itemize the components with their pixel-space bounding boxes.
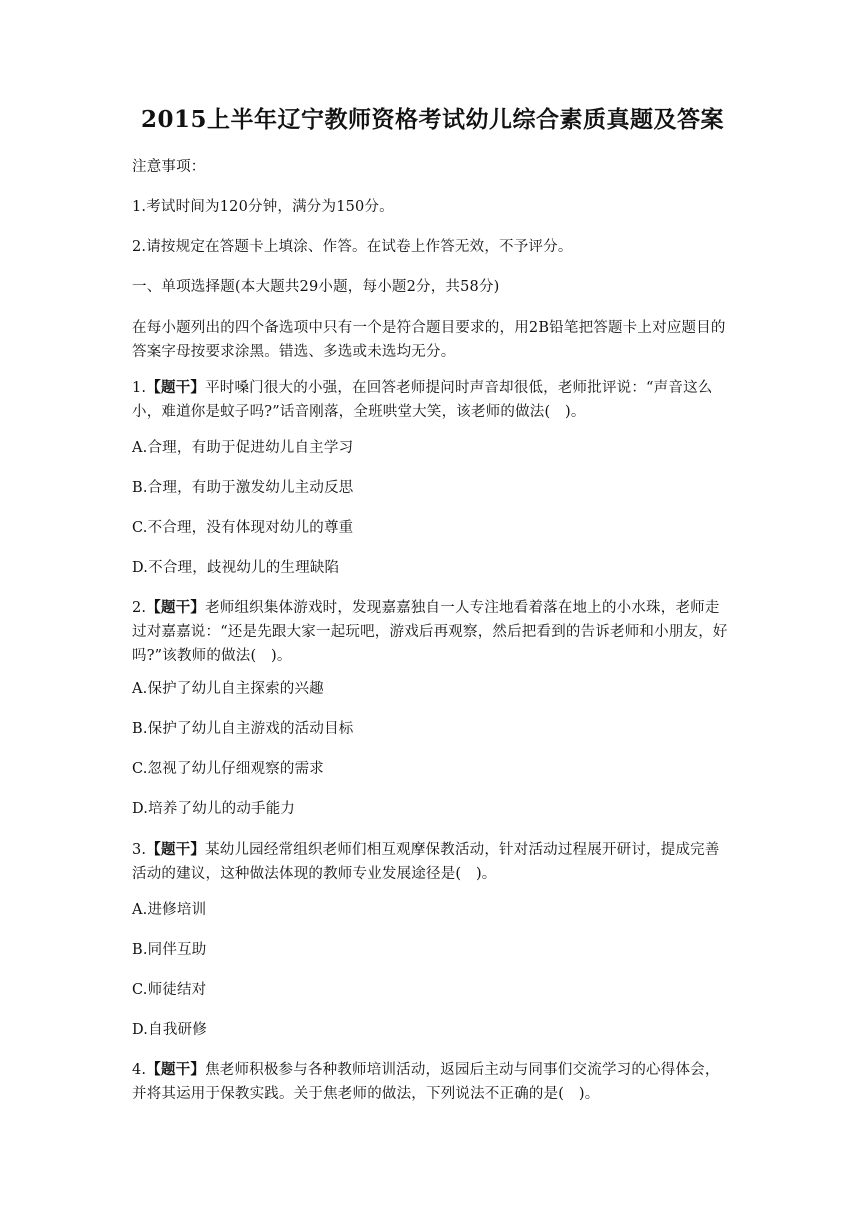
question-3-option-c: C.师徒结对 [132, 982, 207, 998]
question-4-number: 4. [132, 1062, 147, 1078]
question-4-text: 焦老师积极参与各种教师培训活动，返园后主动与同事们交流学习的心得体会，并将其运用于保教实践。关于焦老师的做法，下列说法不正确的是( )。 [132, 1062, 720, 1102]
question-1-option-c: C.不合理，没有体现对幼儿的尊重 [132, 520, 354, 536]
question-3-option-b: B.同伴互助 [132, 942, 207, 958]
question-3-option-d: D.自我研修 [132, 1022, 207, 1038]
question-2-text: 老师组织集体游戏时，发现嘉嘉独自一人专注地看着落在地上的小水珠，老师走过对嘉嘉说：“还是先跟大家一起玩吧，游戏后再观察，然后把看到的告诉老师和小朋友，好吗?”该教师的做法( )。 [132, 600, 728, 664]
question-1-label: 【题干】 [146, 379, 206, 396]
section-heading: 一、单项选择题(本大题共29小题，每小题2分，共58分) [132, 279, 500, 295]
question-1-text: 平时嗓门很大的小强，在回答老师提问时声音却很低，老师批评说：“声音这么小，难道你是蚊子吗?”话音刚落，全班哄堂大笑，该老师的做法( )。 [132, 380, 713, 420]
question-3-option-a: A.进修培训 [132, 902, 207, 918]
section-instruction: 在每小题列出的四个备选项中只有一个是符合题目要求的，用2B铅笔把答题卡上对应题目的答案字母按要求涂黑。错选、多选或未选均无分。 [132, 320, 726, 360]
question-1-option-a: A.合理，有助于促进幼儿自主学习 [132, 440, 354, 456]
question-3-stem [132, 838, 734, 886]
question-2-option-d: D.培养了幼儿的动手能力 [132, 801, 296, 817]
question-3-label: 【题干】 [146, 841, 206, 858]
question-2-option-a: A.保护了幼儿自主探索的兴趣 [132, 681, 324, 697]
question-3-text: 某幼儿园经常组织老师们相互观摩保教活动，针对活动过程展开研讨，提成完善活动的建议，这种做法体现的教师专业发展途径是( )。 [132, 842, 720, 882]
question-1-stem [132, 376, 734, 424]
notice-item-2: 2.请按规定在答题卡上填涂、作答。在试卷上作答无效，不予评分。 [132, 239, 573, 255]
question-1-number: 1. [132, 380, 147, 396]
question-2-option-c: C.忽视了幼儿仔细观察的需求 [132, 761, 324, 777]
question-2-number: 2. [132, 600, 147, 616]
question-4-stem [132, 1058, 734, 1106]
question-2-option-b: B.保护了幼儿自主游戏的活动目标 [132, 721, 354, 737]
question-3-number: 3. [132, 842, 147, 858]
notice-item-1: 1.考试时间为120分钟，满分为150分。 [132, 199, 394, 215]
document-title: 2015上半年辽宁教师资格考试幼儿综合素质真题及答案 [140, 106, 724, 133]
question-2-label: 【题干】 [146, 599, 206, 616]
question-1-option-b: B.合理，有助于激发幼儿主动反思 [132, 480, 354, 496]
question-1-option-d: D.不合理，歧视幼儿的生理缺陷 [132, 560, 340, 576]
question-4-label: 【题干】 [146, 1061, 206, 1078]
notice-heading: 注意事项： [132, 159, 206, 175]
question-2-stem [132, 596, 734, 668]
